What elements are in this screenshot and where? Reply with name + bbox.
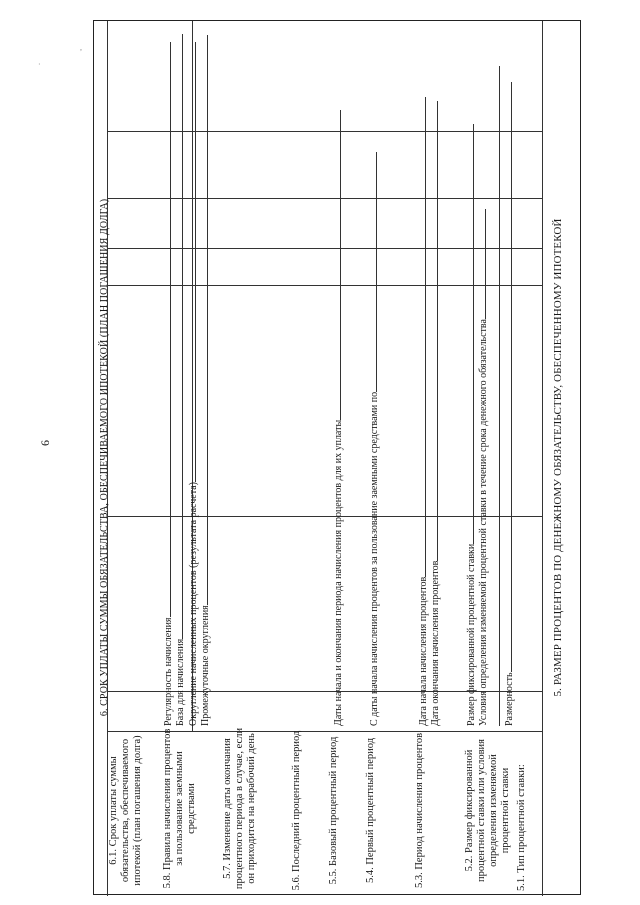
row-5-8-label: 5.8. Правила начисления процентов за пользование заемными средствами xyxy=(162,728,197,889)
row-5-6-label: 5.6. Последний процентный период xyxy=(291,730,302,891)
field-dimension[interactable]: Размерность xyxy=(503,26,515,726)
row-5-2-fields xyxy=(462,30,515,730)
row-5-1-label: 5.1. Тип процентной ставки: xyxy=(516,764,527,891)
row-5-4-label: 5.4. Первый процентный период xyxy=(365,737,376,884)
row-5-7-label: 5.7. Изменение даты окончания процентного периода в случае, если он приходится на нерабочий день xyxy=(222,727,257,890)
field-first-period[interactable]: С даты начала начисления процентов за пользование заемными средствами по xyxy=(368,26,380,726)
page-number: 6 xyxy=(38,440,52,446)
field-intermediate-rounding[interactable]: Промежуточные округления xyxy=(199,26,211,726)
row-6-1-fields[interactable] xyxy=(106,30,146,730)
section5-title: 5. РАЗМЕР ПРОЦЕНТОВ ПО ДЕНЕЖНОМУ ОБЯЗАТЕЛЬСТВУ, ОБЕСПЕЧЕННОМУ ИПОТЕКОЙ xyxy=(552,218,564,697)
field-rounding[interactable]: Округление начисленных процентов (результата расчета) xyxy=(187,26,199,726)
field-fixed-rate[interactable]: Размер фиксированной процентной ставки xyxy=(465,26,477,726)
scan-mark: , xyxy=(80,43,82,52)
section6-title: 6. СРОК УПЛАТЫ СУММЫ ОБЯЗАТЕЛЬСТВА, ОБЕСПЕЧИВАЕМОГО ИПОТЕКОЙ (ПЛАН ПОГАШЕНИЯ ДОЛГА) xyxy=(99,198,110,717)
row-5-4-fields xyxy=(364,30,404,730)
field-accrual-start-date[interactable]: Дата начала начисления процентов xyxy=(417,26,429,726)
row-5-6-fields[interactable] xyxy=(287,30,327,730)
row-5-3-label: 5.3. Период начисления процентов xyxy=(414,732,425,889)
row-5-5-fields xyxy=(328,30,360,730)
field-base-period[interactable]: Даты начала и окончания периода начисления процентов для их уплаты xyxy=(332,26,344,726)
scan-mark: · xyxy=(38,60,41,69)
row-5-7-fields[interactable] xyxy=(218,30,284,730)
row-5-8-fields xyxy=(160,30,215,730)
row-5-2-label: 5.2. Размер фиксированной процентной ставки или условия определения изменяемой процентной ставки xyxy=(464,739,511,882)
row-6-1-label: 6.1. Срок уплаты суммы обязательства, обеспечиваемого ипотекой (план погашения долга) xyxy=(108,735,143,886)
field-variable-rate-conditions[interactable]: Условия определения изменяемой процентной ставки в течение срока денежного обязательства xyxy=(477,26,489,726)
row-5-3-fields xyxy=(412,30,458,730)
row-5-5-label: 5.5. Базовый процентный период xyxy=(328,736,339,885)
field-accrual-base[interactable]: База для начисления xyxy=(174,26,186,726)
field-variable-rate-conditions-cont[interactable] xyxy=(491,26,503,726)
field-accrual-regularity[interactable]: Регулярность начисления xyxy=(162,26,174,726)
field-accrual-end-date[interactable]: Дата окончания начисления процентов xyxy=(429,26,441,726)
